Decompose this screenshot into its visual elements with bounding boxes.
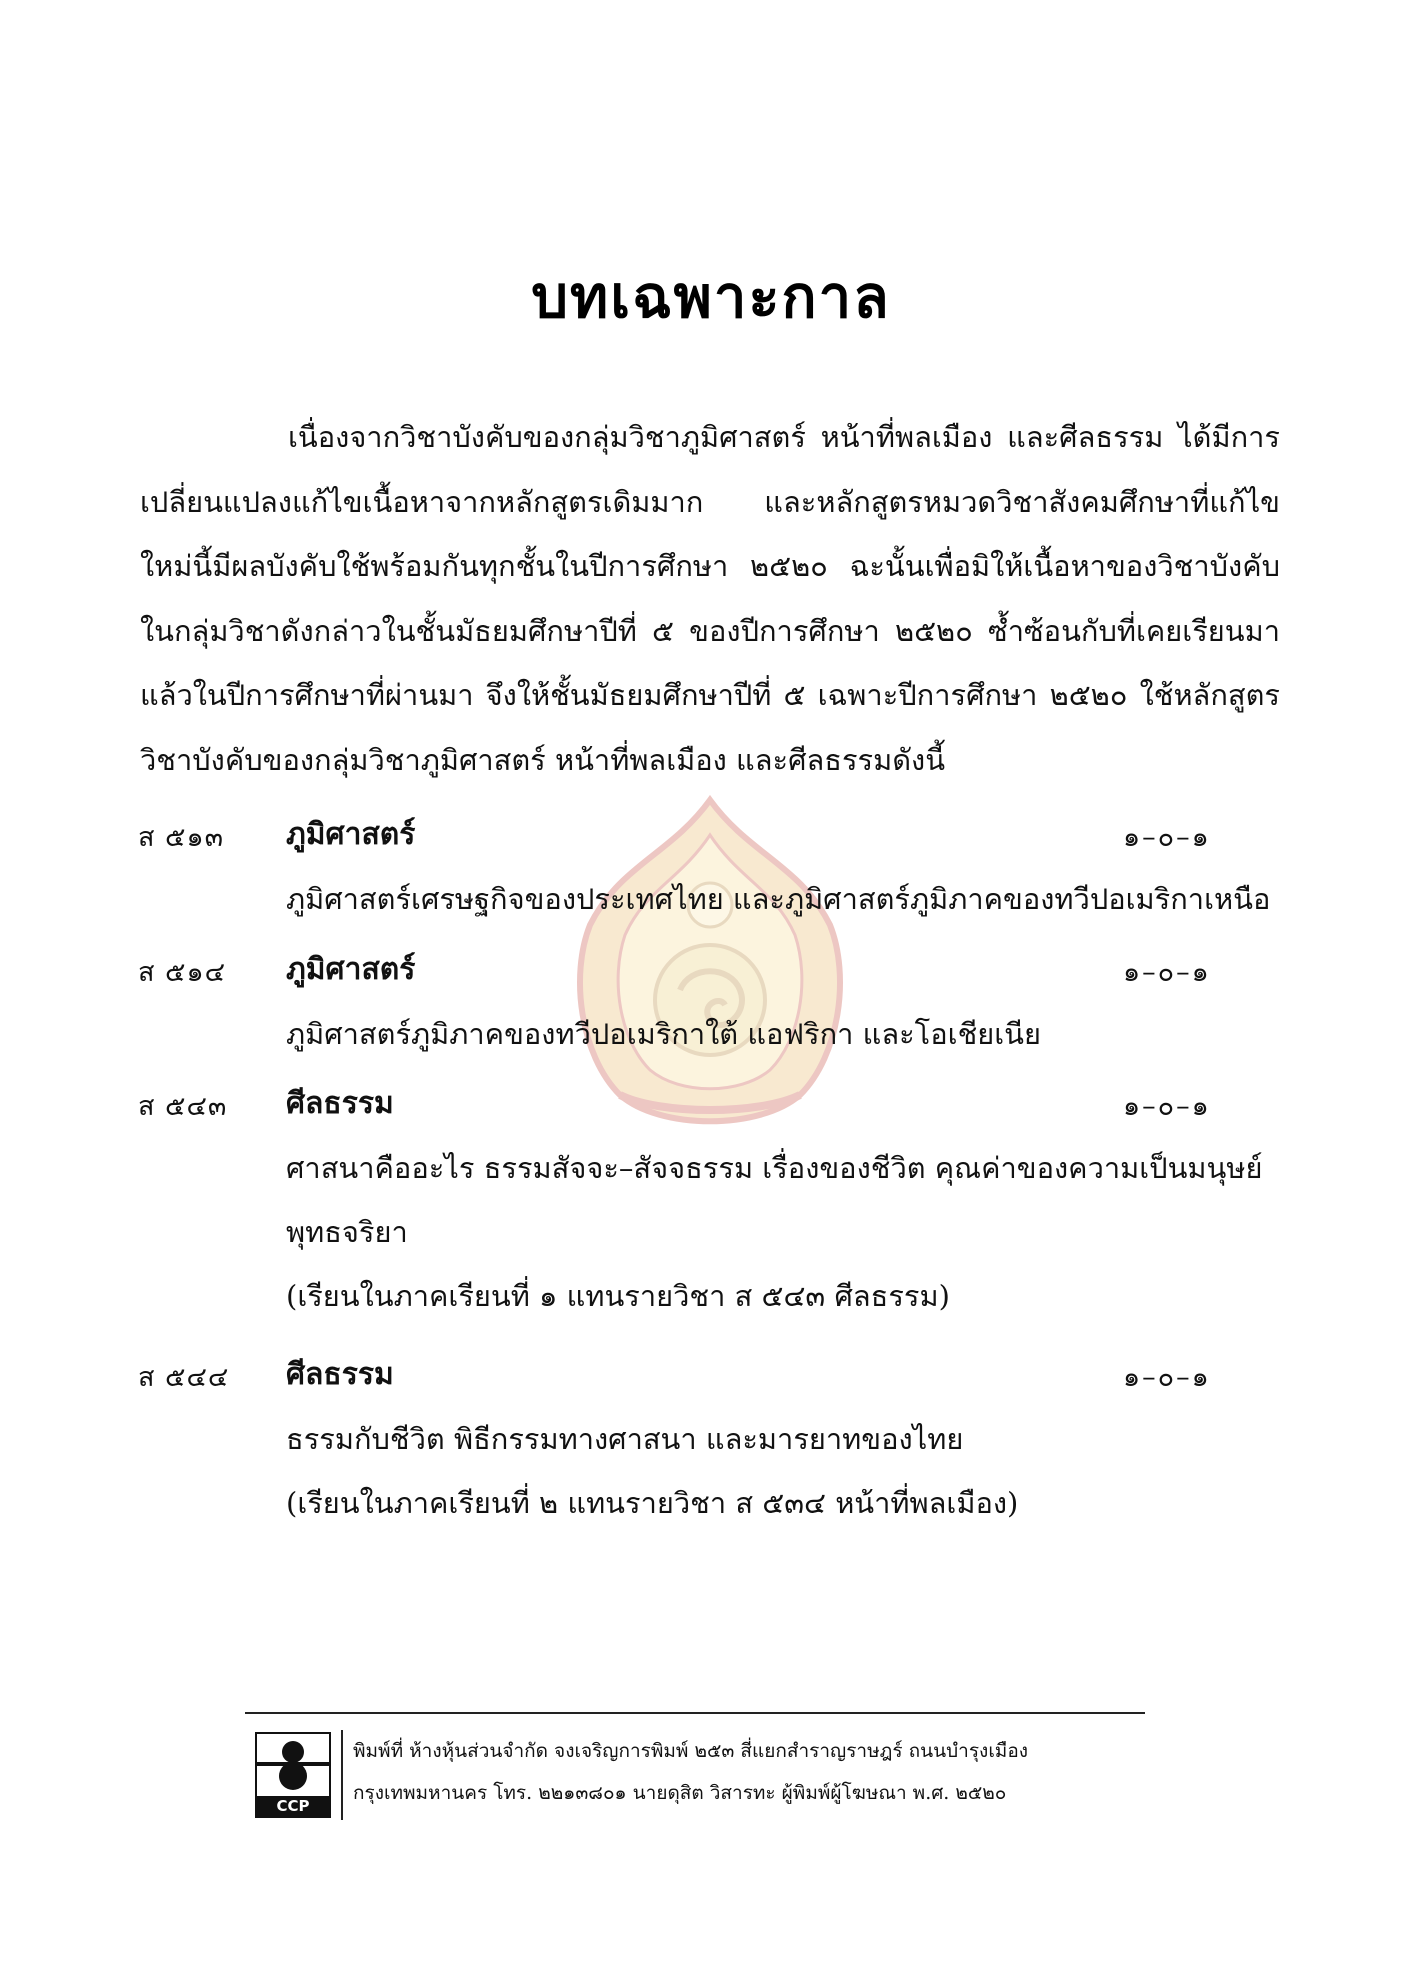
course-description <box>286 1407 1288 1535</box>
logo-text: CCP <box>257 1796 329 1816</box>
course-credits: ๑–๐–๑ <box>1123 957 1211 988</box>
description-line: ศาสนาคืออะไร ธรรมสัจจะ–สัจจธรรม เรื่องของชีวิต คุณค่าของความเป็นมนุษย์ <box>286 1151 1263 1185</box>
course-name: ศีลธรรม <box>286 1086 394 1121</box>
course-name: ศีลธรรม <box>286 1357 394 1392</box>
course-name: ภูมิศาสตร์ <box>286 952 416 987</box>
course-credits: ๑–๐–๑ <box>1123 1362 1211 1393</box>
course-credits: ๑–๐–๑ <box>1123 822 1211 853</box>
description-line: (เรียนในภาคเรียนที่ ๑ แทนรายวิชา ส ๕๔๓ ศีลธรรม) <box>286 1279 950 1313</box>
printer-footer <box>245 1712 1145 1815</box>
description-line: (เรียนในภาคเรียนที่ ๒ แทนรายวิชา ส ๕๓๔ หน้าที่พลเมือง) <box>286 1486 1019 1520</box>
intro-text: เนื่องจากวิชาบังคับของกลุ่มวิชาภูมิศาสตร์ หน้าที่พลเมือง และศีลธรรม ได้มีการเปลี่ยนแปลงแก้ไขเนื้อหาจากหลักสูตรเดิมมาก และหลักสูตรหมวดวิชาสังคมศึกษาที่แก้ไขใหม่นี้มีผลบังคับใช้พร้อมกันทุกชั้นในปีการศึกษา ๒๕๒๐ ฉะนั้นเพื่อมิให้เนื้อหาของวิชาบังคับในกลุ่มวิชาดังกล่าวในชั้นมัธยมศึกษาปีที่ ๕ ของปีการศึกษา ๒๕๒๐ ซ้ำซ้อนกับที่เคยเรียนมาแล้วในปีการศึกษาที่ผ่านมา จึงให้ชั้นมัธยมศึกษาปีที่ ๕ เฉพาะปีการศึกษา ๒๕๒๐ ใช้หลักสูตรวิชาบังคับของกลุ่มวิชาภูมิศาสตร์ หน้าที่พลเมือง และศีลธรรมดังนี้ <box>140 420 1280 777</box>
course-description <box>286 1002 1288 1066</box>
course-item <box>138 1345 1288 1535</box>
course-item <box>138 940 1288 1066</box>
printer-logo-icon <box>257 1734 329 1796</box>
description-line: ธรรมกับชีวิต พิธีกรรมทางศาสนา และมารยาทของไทย <box>286 1422 964 1456</box>
course-code: ส ๕๔๔ <box>138 1362 230 1393</box>
course-item <box>138 805 1288 931</box>
course-credits: ๑–๐–๑ <box>1123 1091 1211 1122</box>
description-line: ภูมิศาสตร์เศรษฐกิจของประเทศไทย และภูมิศาสตร์ภูมิภาคของทวีปอเมริกาเหนือ <box>286 882 1271 916</box>
description-line: พุทธจริยา <box>286 1215 408 1249</box>
course-code: ส ๕๑๓ <box>138 822 225 853</box>
footer-separator <box>341 1730 343 1820</box>
footer-line: กรุงเทพมหานคร โทร. ๒๒๑๓๘๐๑ นายดุสิต วิสารทะ ผู้พิมพ์ผู้โฆษณา พ.ศ. ๒๕๒๐ <box>353 1782 1007 1804</box>
intro-paragraph <box>140 405 1280 792</box>
footer-line: พิมพ์ที่ ห้างหุ้นส่วนจำกัด จงเจริญการพิมพ์ ๒๕๓ สี่แยกสำราญราษฎร์ ถนนบำรุงเมือง <box>353 1740 1029 1762</box>
course-description <box>286 1136 1288 1328</box>
page-title: บทเฉพาะกาล <box>531 263 891 331</box>
footer-text <box>353 1730 1153 1814</box>
course-code: ส ๕๔๓ <box>138 1091 228 1122</box>
course-item <box>138 1074 1288 1328</box>
description-line: ภูมิศาสตร์ภูมิภาคของทวีปอเมริกาใต้ แอฟริกา และโอเชียเนีย <box>286 1017 1041 1051</box>
footer-divider <box>245 1712 1145 1714</box>
course-description <box>286 867 1288 931</box>
course-name: ภูมิศาสตร์ <box>286 817 416 852</box>
ccp-logo <box>255 1732 331 1818</box>
course-code: ส ๕๑๔ <box>138 957 227 988</box>
